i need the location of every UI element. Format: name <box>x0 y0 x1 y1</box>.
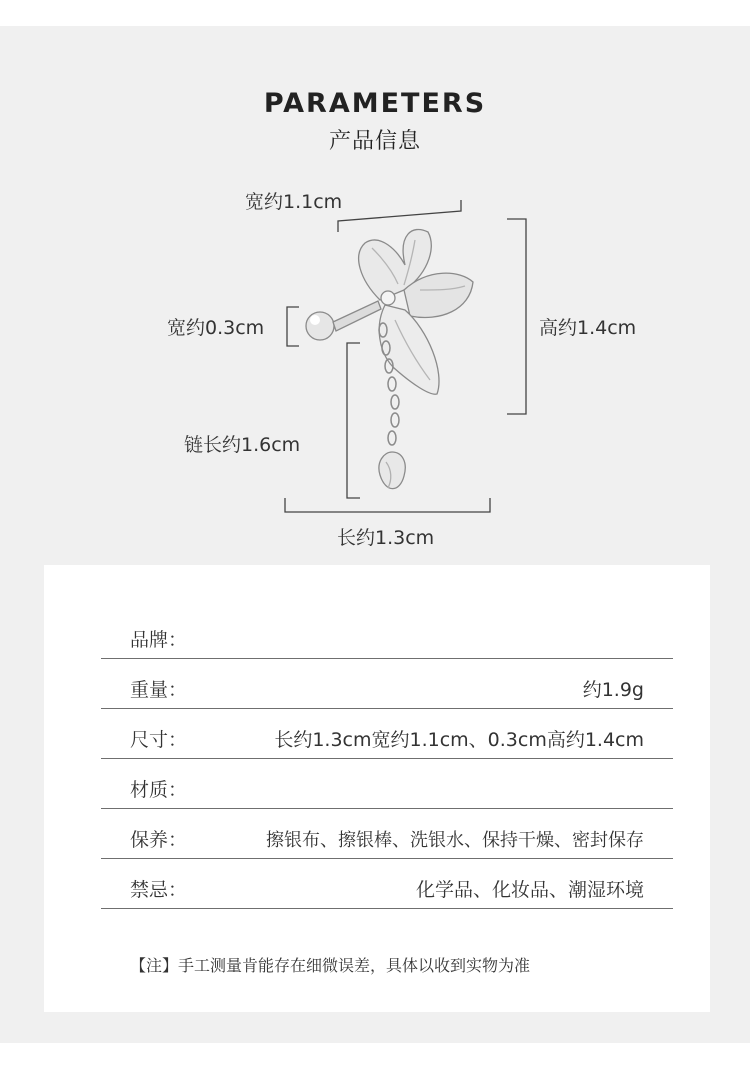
spec-label: 保养： <box>130 829 188 851</box>
spec-value: 化学品、化妆品、潮湿环境 <box>415 879 644 901</box>
chain-length-label: 链长约1.6cm <box>184 434 301 456</box>
spec-row-care <box>101 808 673 859</box>
spec-label: 品牌： <box>130 629 188 651</box>
spec-row-taboo <box>101 858 673 909</box>
spec-label: 禁忌： <box>130 879 188 901</box>
spec-row-weight <box>101 658 673 709</box>
spec-row-material <box>101 758 673 809</box>
spec-value: 约1.9g <box>582 679 644 701</box>
spec-row-brand <box>101 608 673 659</box>
spec-card <box>44 565 710 1012</box>
earring-illustration <box>306 229 473 488</box>
measurement-note: 【注】手工测量肯能存在细微误差，具体以收到实物为准 <box>130 956 531 975</box>
spec-row-size <box>101 708 673 759</box>
spec-label: 材质： <box>130 779 188 801</box>
length-label: 长约1.3cm <box>337 527 435 549</box>
height-label: 高约1.4cm <box>539 317 637 339</box>
spec-label: 尺寸： <box>130 729 188 751</box>
spec-label: 重量： <box>130 679 188 701</box>
page-subtitle: 产品信息 <box>328 129 421 154</box>
ball-width-label: 宽约0.3cm <box>167 317 265 339</box>
page-title: PARAMETERS <box>263 88 487 119</box>
spec-value: 擦银布、擦银棒、洗银水、保持干燥、密封保存 <box>266 830 644 851</box>
top-width-label: 宽约1.1cm <box>245 191 343 213</box>
spec-value: 长约1.3cm宽约1.1cm、0.3cm高约1.4cm <box>274 729 644 751</box>
